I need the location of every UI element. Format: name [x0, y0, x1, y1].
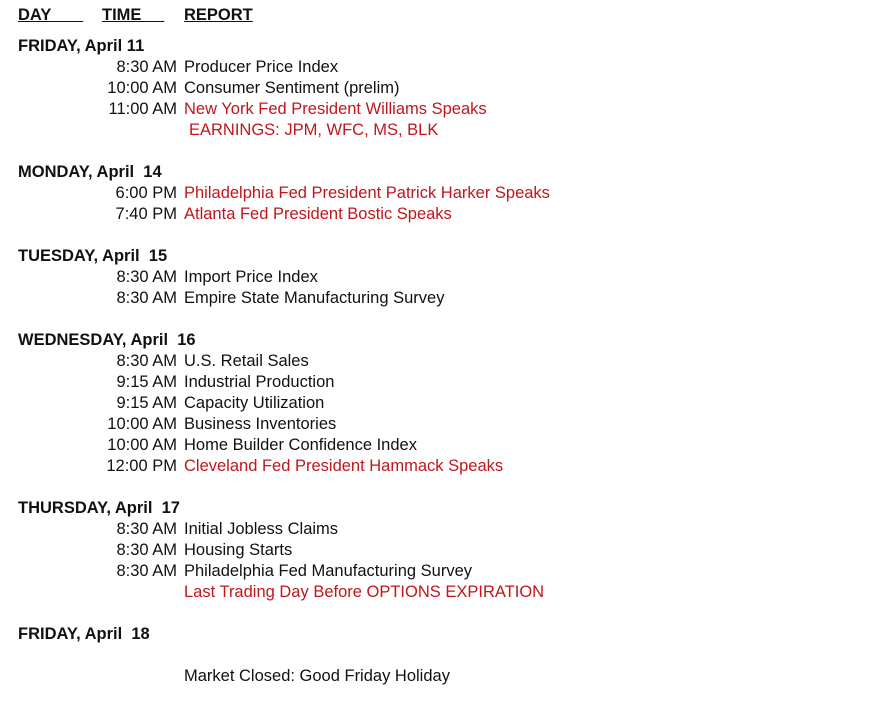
highlighted-event-report: Cleveland Fed President Hammack Speaks	[184, 457, 504, 475]
schedule-row	[0, 120, 895, 141]
highlighted-event-report: EARNINGS: JPM, WFC, MS, BLK	[189, 121, 439, 139]
day-section	[0, 330, 895, 477]
event-report: Capacity Utilization	[184, 394, 325, 412]
event-time: 8:30 AM	[116, 541, 177, 559]
day-section	[0, 498, 895, 603]
event-time: 6:00 PM	[115, 184, 177, 202]
event-time: 8:30 AM	[116, 352, 177, 370]
event-report: Home Builder Confidence Index	[184, 436, 417, 454]
schedule-row	[0, 288, 895, 309]
highlighted-event-report: Last Trading Day Before OPTIONS EXPIRATION	[184, 583, 545, 601]
event-report: Housing Starts	[184, 541, 293, 559]
event-time: 8:30 AM	[116, 289, 177, 307]
event-report: Market Closed: Good Friday Holiday	[184, 667, 450, 685]
schedule-row	[0, 372, 895, 393]
schedule-row	[0, 561, 895, 582]
day-section	[0, 36, 895, 141]
schedule-row	[0, 57, 895, 78]
day-heading: THURSDAY, April 17	[18, 499, 180, 517]
schedule-row	[0, 78, 895, 99]
day-section	[0, 624, 895, 687]
column-header-row	[0, 5, 895, 26]
day-heading: FRIDAY, April 11	[18, 37, 145, 55]
schedule-row	[0, 519, 895, 540]
column-header-day: DAY	[18, 6, 84, 24]
day-sections	[0, 36, 895, 708]
schedule-row	[0, 393, 895, 414]
event-report: Empire State Manufacturing Survey	[184, 289, 445, 307]
event-time: 10:00 AM	[107, 415, 177, 433]
event-time: 8:30 AM	[116, 58, 177, 76]
schedule-row	[0, 267, 895, 288]
event-report: Initial Jobless Claims	[184, 520, 339, 538]
event-report: Philadelphia Fed Manufacturing Survey	[184, 562, 473, 580]
schedule-row	[0, 666, 895, 687]
highlighted-event-report: Atlanta Fed President Bostic Speaks	[184, 205, 452, 223]
schedule-row	[0, 456, 895, 477]
event-report: Consumer Sentiment (prelim)	[184, 79, 400, 97]
day-heading: MONDAY, April 14	[18, 163, 162, 181]
schedule-row	[0, 435, 895, 456]
schedule-row	[0, 582, 895, 603]
event-time: 10:00 AM	[107, 79, 177, 97]
event-report: Industrial Production	[184, 373, 335, 391]
event-time: 11:00 AM	[108, 100, 177, 118]
day-heading: WEDNESDAY, April 16	[18, 331, 196, 349]
event-report: Business Inventories	[184, 415, 337, 433]
event-report: Import Price Index	[184, 268, 318, 286]
column-header-report: REPORT	[184, 6, 253, 24]
column-header-time: TIME	[102, 6, 165, 24]
schedule-row	[0, 540, 895, 561]
day-section	[0, 246, 895, 309]
day-section	[0, 162, 895, 225]
event-report: Producer Price Index	[184, 58, 339, 76]
day-heading: FRIDAY, April 18	[18, 625, 150, 643]
schedule-row	[0, 99, 895, 120]
schedule-row	[0, 351, 895, 372]
day-heading: TUESDAY, April 15	[18, 247, 168, 265]
schedule-row	[0, 183, 895, 204]
event-report: U.S. Retail Sales	[184, 352, 309, 370]
event-time: 12:00 PM	[106, 457, 177, 475]
event-time: 8:30 AM	[116, 562, 177, 580]
schedule-row	[0, 204, 895, 225]
highlighted-event-report: Philadelphia Fed President Patrick Harker Speaks	[184, 184, 550, 202]
event-time: 9:15 AM	[116, 394, 177, 412]
highlighted-event-report: New York Fed President Williams Speaks	[184, 100, 487, 118]
event-time: 9:15 AM	[116, 373, 177, 391]
event-time: 8:30 AM	[116, 268, 177, 286]
schedule-row	[0, 414, 895, 435]
event-time: 7:40 PM	[115, 205, 177, 223]
event-time: 10:00 AM	[107, 436, 177, 454]
event-time: 8:30 AM	[116, 520, 177, 538]
schedule-row	[0, 645, 895, 666]
